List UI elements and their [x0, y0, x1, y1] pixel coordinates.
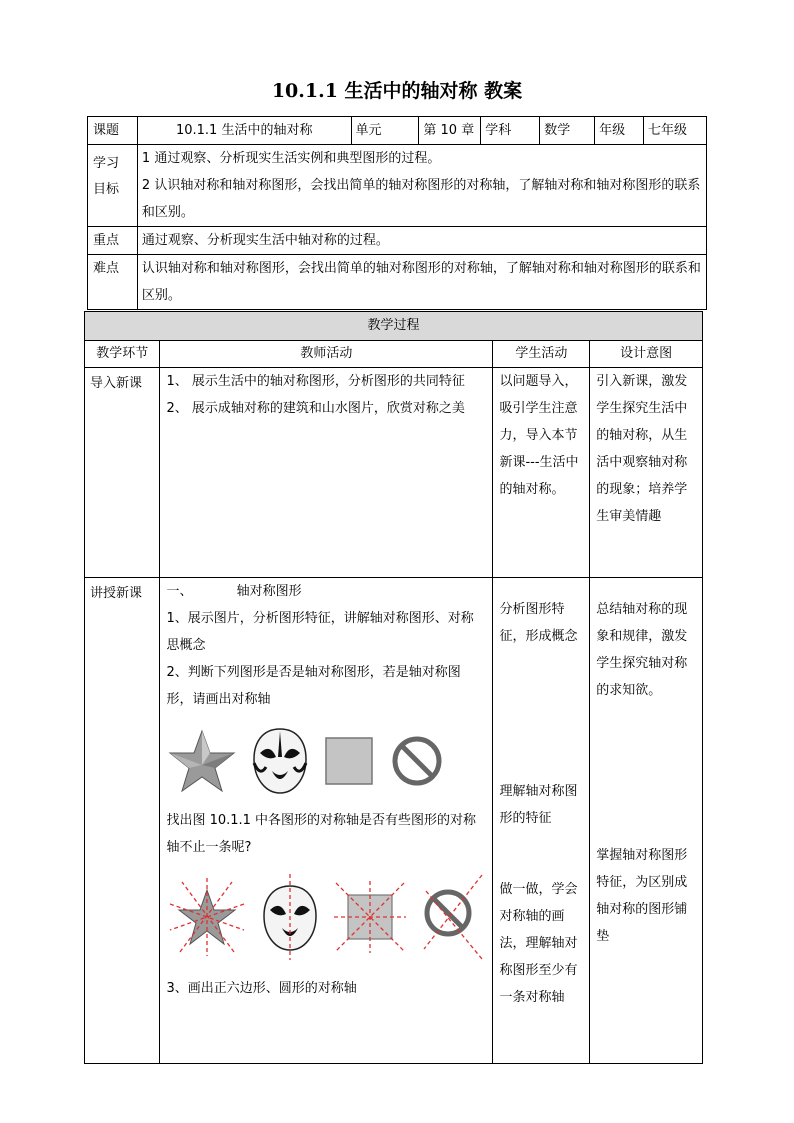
- keti-value: 10.1.1 生活中的轴对称: [137, 117, 351, 145]
- opera-mask-figure: [252, 727, 308, 795]
- student-new: 分析图形特征，形成概念 理解轴对称图形的特征 做一做，学会对称轴的画法，理解轴对称图形至少有一条对称轴: [493, 578, 590, 1064]
- no-sign-figure: [390, 734, 444, 788]
- xueke-label: 学科: [481, 117, 540, 145]
- student-intro: 以问题导入，吸引学生注意力，导入本节新课---生活中的轴对称。: [493, 368, 590, 578]
- info-table: [87, 116, 707, 310]
- mubiao-text: 1 通过观察、分析现实生活实例和典型图形的过程。 2 认识轴对称和轴对称图形，会找出简单的轴对称图形的对称轴，了解轴对称和轴对称图形的联系和区别。: [137, 145, 706, 227]
- nianji-value: 七年级: [644, 117, 707, 145]
- nandian-label: 难点: [88, 255, 138, 310]
- intent-intro: 引入新课，激发学生探究生活中的轴对称，从生活中观察轴对称的现象；培养学生审美情趣: [590, 368, 703, 578]
- mask-axis-figure: [262, 874, 318, 960]
- zhongdian-label: 重点: [88, 227, 138, 255]
- col-header-teacher: 教师活动: [160, 341, 493, 368]
- teacher-intro: 1、 展示生活中的轴对称图形，分析图形的共同特征 2、 展示成轴对称的建筑和山水图片，欣赏对称之美: [160, 368, 493, 578]
- process-table: [84, 311, 703, 1064]
- col-header-intent: 设计意图: [590, 341, 703, 368]
- teacher-new: 一、 轴对称图形 1、展示图片，分析图形特征，讲解轴对称图形、对称思概念 2、判断下列图形是否是轴对称图形，若是轴对称图形，请画出对称轴 找出图 10.1.1 中各图形的对称轴是否有些图形的对称轴不止一条呢? 3、画出正六边形、圆形的对称轴: [160, 578, 493, 1064]
- nianji-label: 年级: [595, 117, 644, 145]
- zhongdian-text: 通过观察、分析现实生活中轴对称的过程。: [137, 227, 706, 255]
- nandian-text: 认识轴对称和轴对称图形，会找出简单的轴对称图形的对称轴，了解轴对称和轴对称图形的联系和区别。: [137, 255, 706, 310]
- danyuan-value: 第 10 章: [419, 117, 481, 145]
- figures-with-axes: [168, 871, 486, 963]
- star-figure: [168, 729, 236, 793]
- square-axes-figure: [334, 881, 406, 953]
- page-title: 10.1.1 生活中的轴对称 教案: [271, 80, 523, 102]
- star-axes-figure: [168, 878, 246, 956]
- process-header: 教学过程: [85, 312, 703, 341]
- col-header-student: 学生活动: [493, 341, 590, 368]
- keti-label: 课题: [88, 117, 138, 145]
- xueke-value: 数学: [540, 117, 595, 145]
- figures-plain: [168, 727, 486, 795]
- intent-new: 总结轴对称的现象和规律，激发学生探究轴对称的求知欲。 掌握轴对称图形特征，为区别成轴对称的图形铺垫: [590, 578, 703, 1064]
- danyuan-label: 单元: [351, 117, 419, 145]
- step-intro: 导入新课: [85, 368, 160, 578]
- mubiao-label: 学习 目标: [88, 145, 138, 227]
- step-new: 讲授新课: [85, 578, 160, 1064]
- col-header-step: 教学环节: [85, 341, 160, 368]
- square-figure: [324, 736, 374, 786]
- no-sign-axis-figure: [422, 871, 486, 963]
